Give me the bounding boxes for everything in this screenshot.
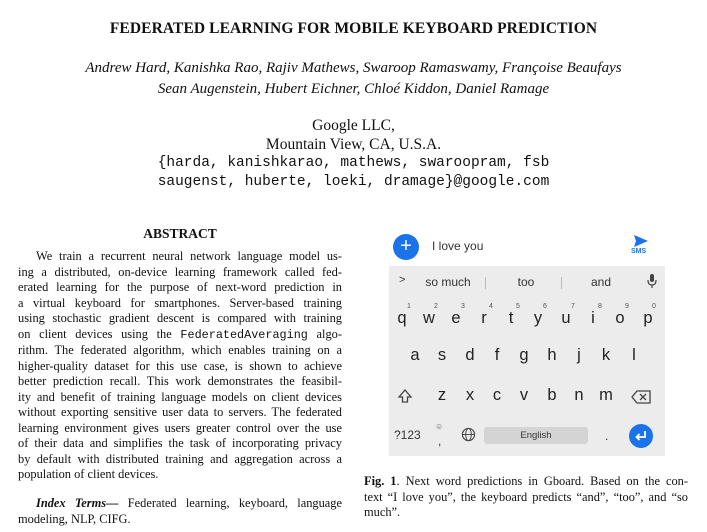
caption-line-2: text “I love you”, the keyboard predicts “and”, “too”, and “so — [364, 489, 688, 504]
key-n[interactable]: n — [574, 386, 584, 404]
key-hint: 9 — [625, 303, 629, 310]
key-c[interactable]: c — [492, 386, 502, 404]
period-key[interactable]: . — [605, 429, 609, 443]
key-h[interactable]: h — [547, 346, 557, 364]
abstract-text: on client devices using the — [18, 326, 181, 341]
key-hint: 2 — [434, 303, 438, 310]
index-terms-text: Federated learning, keyboard, language — [118, 496, 343, 510]
key-s[interactable]: s — [437, 346, 447, 364]
suggestion-so-much[interactable]: so much — [425, 275, 471, 289]
index-terms — [18, 496, 342, 527]
key-z[interactable]: z — [437, 386, 447, 404]
abstract-line: erated learning for the purpose of next-word prediction in — [18, 280, 342, 294]
abstract-text: algo- — [307, 326, 342, 341]
key-t[interactable]: t — [508, 309, 514, 327]
abstract-line: ing a distributed, on-device learning framework called fed- — [18, 264, 342, 279]
caption-text: . Next word predictions in Gboard. Based on the con- — [396, 474, 688, 488]
key-hint: 6 — [543, 303, 547, 310]
suggestion-divider — [561, 277, 562, 289]
key-hint: 5 — [516, 303, 520, 310]
index-terms-label: Index Terms— — [36, 496, 119, 510]
abstract-line: by default with distributed training and aggregation across a — [18, 451, 342, 466]
key-b[interactable]: b — [547, 386, 557, 404]
authors-line-2: Sean Augenstein, Hubert Eichner, Chloé Kiddon, Daniel Ramage — [157, 81, 550, 97]
key-x[interactable]: x — [465, 386, 475, 404]
key-j[interactable]: j — [577, 346, 581, 364]
key-w[interactable]: w — [423, 309, 435, 327]
figure-label: Fig. 1 — [364, 474, 397, 488]
caption-line-3: much”. — [364, 505, 401, 519]
affiliation-location: Mountain View, CA, U.S.A. — [265, 136, 442, 153]
figure-caption — [364, 474, 688, 521]
key-k[interactable]: k — [601, 346, 611, 364]
abstract-line: of their data and simplifies the task of incorporating privacy — [18, 436, 342, 450]
enter-button[interactable] — [629, 424, 653, 448]
index-terms-line-2: modeling, NLP, CIFG. — [18, 511, 131, 526]
key-p[interactable]: p — [643, 309, 653, 327]
caption-line-1 — [364, 474, 688, 490]
abstract-line-algo — [18, 327, 342, 344]
key-m[interactable]: m — [599, 386, 613, 404]
key-hint: 3 — [461, 303, 465, 310]
key-u[interactable]: u — [561, 309, 571, 327]
key-e[interactable]: e — [451, 309, 461, 327]
sms-label: SMS — [631, 248, 647, 255]
key-hint: 4 — [489, 303, 493, 310]
key-l[interactable]: l — [632, 346, 636, 364]
index-terms-line-1 — [18, 496, 342, 512]
suggestion-strip — [389, 270, 665, 294]
globe-icon[interactable] — [461, 427, 476, 442]
abstract-heading: ABSTRACT — [143, 226, 217, 241]
abstract-line: population of client devices. — [18, 467, 159, 481]
suggestion-and[interactable]: and — [590, 275, 612, 289]
suggestion-divider — [485, 277, 486, 289]
affiliation-org: Google LLC, — [312, 117, 395, 134]
key-hint: 8 — [598, 303, 602, 310]
key-q[interactable]: q — [397, 309, 407, 327]
key-y[interactable]: y — [533, 309, 543, 327]
message-text: I love you — [432, 239, 484, 253]
key-hint: 0 — [652, 303, 656, 310]
emails-line-1: {harda, kanishkarao, mathews, swaroopram, fsb — [157, 155, 550, 171]
add-button[interactable]: + — [393, 234, 419, 260]
abstract-line: using stochastic gradient descent is compared with training — [18, 311, 342, 325]
send-icon[interactable] — [633, 234, 649, 248]
abstract-line: higher-quality dataset for this use case, is shown to achieve — [18, 358, 342, 373]
key-i[interactable]: i — [591, 309, 595, 327]
authors-line-1: Andrew Hard, Kanishka Rao, Rajiv Mathews, Swaroop Ramaswamy, Françoise Beaufays — [85, 60, 622, 76]
abstract-line: We train a recurrent neural network language model us- — [36, 249, 342, 263]
algorithm-name: FederatedAveraging — [180, 327, 308, 342]
microphone-icon[interactable] — [647, 274, 657, 288]
emoji-hint-icon: ☺ — [435, 422, 444, 431]
backspace-icon[interactable] — [631, 390, 651, 404]
shift-icon[interactable] — [397, 388, 413, 404]
key-v[interactable]: v — [519, 386, 529, 404]
abstract-line: without exporting sensitive user data to servers. The federated — [18, 405, 342, 419]
abstract-line: a virtual keyboard for smartphones. Server-based training — [18, 295, 342, 310]
emails-line-2: saugenst, huberte, loeki, dramage}@google.com — [157, 174, 550, 190]
abstract-line: learning environment gives users greater control over the use — [18, 420, 342, 435]
keyboard-figure — [385, 226, 667, 458]
abstract-line: rithm. The federated algorithm, which enables training on a — [18, 343, 342, 357]
suggestion-too[interactable]: too — [517, 275, 535, 289]
enter-icon — [629, 424, 653, 448]
paper-title: FEDERATED LEARNING FOR MOBILE KEYBOARD PREDICTION — [109, 20, 598, 37]
key-a[interactable]: a — [410, 346, 420, 364]
chevron-right-icon[interactable]: > — [399, 274, 406, 286]
abstract-line: ity and benefit of training language models on client devices — [18, 389, 342, 404]
numbers-key[interactable]: ?123 — [394, 428, 421, 442]
key-hint: 1 — [407, 303, 411, 310]
abstract-line: better prediction recall. This work demonstrates the feasibil- — [18, 374, 342, 388]
key-hint: 7 — [571, 303, 575, 310]
key-d[interactable]: d — [465, 346, 475, 364]
space-bar[interactable]: English — [484, 427, 588, 444]
abstract-body — [18, 249, 342, 483]
key-o[interactable]: o — [615, 309, 625, 327]
comma-key[interactable]: , — [438, 434, 442, 448]
key-f[interactable]: f — [494, 346, 500, 364]
key-g[interactable]: g — [519, 346, 529, 364]
key-r[interactable]: r — [481, 309, 487, 327]
